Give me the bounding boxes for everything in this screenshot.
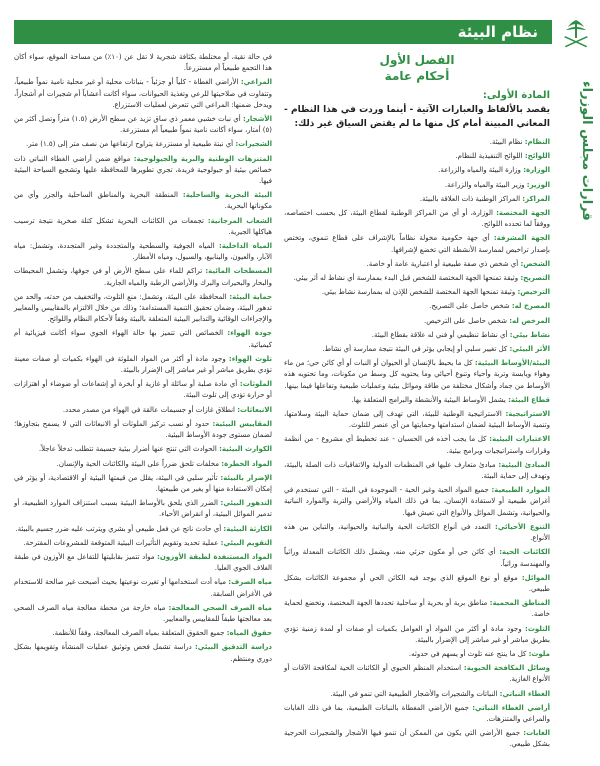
definition-item	[284, 208, 550, 230]
definition-item	[284, 689, 550, 700]
definition-item	[14, 642, 272, 664]
definition-term: جودة الهواء:	[227, 329, 272, 338]
definition-text: نظام البيئة.	[489, 138, 523, 146]
definition-item	[284, 485, 550, 519]
right-column	[284, 52, 550, 754]
definition-term: الكارثة البيئية:	[223, 524, 272, 533]
definition-text: دراسة تشمل فحص وتوثيق عمليات المنشأة وتقويمها بشكل دوري ومنتظم.	[14, 643, 272, 663]
definition-item	[284, 409, 550, 431]
definition-text: كل ما ينتج عنه تلوث أو يسهم في حدوثه.	[408, 649, 527, 658]
definition-item	[14, 498, 272, 520]
definition-item	[284, 547, 550, 569]
definition-text: انطلاق غازات أو جسيمات عالقة في الهواء من مصدر محدد.	[62, 405, 235, 414]
definition-item	[284, 703, 550, 725]
definition-term: الترخيص:	[517, 288, 550, 297]
definition-text: أي حادث ناتج عن فعل طبيعي أو بشري ويترتب عليه ضرر جسيم بالبيئة.	[15, 524, 222, 533]
definition-item	[284, 259, 550, 270]
definition-text: الأراضي الغطاة - كلياً أو جزئياً - بنباتات محلية أو غير محلية نامية نمواً طبيعياً، وتتفاوت في صلاحيتها للرعي وتغذية الحيوانات، سواء أكانت أعشاباً أم شجيرات أم أشجاراً، ويدخل ضمنها: المراعي التي تتعرض لعمليات الاستزراع.	[14, 78, 272, 109]
definition-item	[14, 405, 272, 416]
definition-term: المبادئ البيئية:	[498, 460, 550, 469]
definition-term: التنوع الأحيائي:	[495, 522, 550, 531]
definition-item	[284, 301, 550, 312]
definition-term: الاعتبارات البيئية:	[489, 435, 551, 444]
palm-swords-emblem-icon	[562, 18, 590, 48]
definition-text: يشمل الأوساط البيئية والأنشطة والبرامج المتعلقة بها.	[351, 395, 506, 404]
definition-term: الموارد الطبيعية:	[491, 486, 550, 495]
page-title: نظام البيئة	[457, 23, 538, 41]
definition-text: تراكم للماء على سطح الأرض أو في جوفها، وتشمل المحيطات والبحار والبحيرات والبرك والأراضي الرطبة والمياه الجارية.	[14, 267, 272, 287]
definition-text: جميع المواد الحية وغير الحية - الموجودة في البيئة - التي تستخدم في أغراض طبيعية أو لاستفادة الإنسان، بما في ذلك المياه والأراضي والتربة والموارد النباتية والحيوانية، وتشمل الموائل والأنواع التي تعيش فيها.	[284, 486, 550, 517]
definition-item	[14, 292, 272, 326]
definition-text: في حالة نقية، أو مختلطة بكثافة شجرية لا تقل عن (١٠٪) من مساحة الموقع، سواء أكان هذا التجمع طبيعياً أم مستزرعاً.	[14, 53, 272, 73]
definition-item	[14, 538, 272, 549]
definition-term: المقاييس البيئية:	[212, 419, 272, 428]
definition-term: وسائل المكافحة الحيوية:	[463, 664, 550, 673]
definition-item	[284, 194, 550, 205]
definition-item	[14, 328, 272, 350]
side-strip	[554, 0, 600, 766]
definition-text: وجود مادة أو أكثر من المواد الملوثة في الهواء بكميات أو صفات معينة تؤدي بطريق مباشر أو غير مباشر إلى الإضرار بالبيئة.	[14, 354, 272, 375]
definition-term: دراسة التدقيق البيئي:	[194, 643, 272, 652]
definition-text: الخصائص التي تتميز بها حالة الهواء الجوي سواء أكانت فيزيائية أم كيميائية.	[14, 329, 272, 349]
definition-term: المراعي:	[240, 78, 272, 87]
definition-term: التدهور البيئي:	[220, 499, 272, 508]
article-intro: يقصد بالألفاظ والعبارات الآتية - أينما وردت في هذا النظام - المعاني المبينة أمام كل منها ما لم يقتض السياق غير ذلك:	[284, 105, 550, 129]
definition-item	[284, 165, 550, 176]
definition-text: الضرر الذي يلحق بالأوساط البيئية بسبب استنزاف الموارد الطبيعية، أو تدمير الموائل البيئية، أو انقراض الأحياء.	[14, 499, 272, 519]
definition-item	[14, 52, 272, 74]
definition-text: وجود مادة أو أكثر من المواد أو العوامل بكميات أو صفات أو لمدة زمنية تؤدي بطريق مباشر أو غير مباشر إلى الإضرار بالبيئة.	[284, 624, 550, 644]
definition-text: المياه الجوفية والسطحية والمتجددة وغير المتجددة، وتشمل: مياه الآبار، والعيون، والينابيع، والسيول، ومياه الأمطار.	[14, 242, 272, 262]
definition-item	[14, 577, 272, 599]
definition-text: أي نبتة طبيعية أو مستزرعة يتراوح ارتفاعها من نصف متر إلى (١.٥) متر.	[26, 140, 234, 149]
definition-item	[14, 524, 272, 535]
definition-text: جميع الحقوق المتعلقة بمياه الصرف المعالجة، وفقاً للأنظمة.	[52, 629, 225, 638]
definition-item	[284, 434, 550, 456]
definition-item	[14, 139, 272, 150]
definition-term: المسطحات المائية:	[205, 267, 273, 276]
definition-item	[14, 444, 272, 455]
definition-text: مبادئ متعارف عليها في المنظمات الدولية والاتفاقيات ذات الصلة بالبيئة، وتهدف إلى حماية البيئة.	[284, 460, 550, 481]
definition-term: المياه الداخلية:	[218, 242, 272, 251]
definition-text: أي نبات خشبي معمر ذي ساق تزيد عن سطح الأرض (١.٥) متراً وتصل أكثر من (٥) أمتار، سواء أكانت نامية نمواً طبيعياً أم مستزرعة.	[14, 115, 272, 135]
definition-text: كل تغيير سلبي أو إيجابي يؤثر في البيئة نتيجة ممارسة أي نشاط.	[322, 345, 508, 354]
definition-text: تجمعات من الكائنات البحرية تشكل كتلة صخرية نتيجة ترسيب هياكلها الجيرية.	[14, 216, 272, 236]
definition-text: المحافظة على البيئة، وتشمل: منع التلوث، والتخفيف من حدته، والحد من تدهور البيئة، وضمان تحقيق التنمية المستدامة؛ وذلك من خلال الالتزام بالمقاييس والمعايير والإجراءات الوقائية والتدابير البيئية المتعلقة بالبيئة وفقاً لأحكام النظام واللوائح.	[14, 292, 272, 324]
definition-term: التقويم البيئي:	[220, 538, 272, 547]
chapter-subtitle: أحكام عامة	[384, 69, 450, 83]
definition-item	[14, 379, 272, 401]
definition-term: التلوث:	[525, 624, 550, 633]
definition-text: المنطقة البحرية والمناطق الساحلية والجزر وأي من مكوناتها البحرية.	[14, 191, 272, 211]
definition-term: المواد المستنفدة لطبقة الأوزون:	[157, 552, 273, 561]
definition-term: البيئة البحرية والساحلية:	[182, 191, 272, 200]
definition-item	[284, 522, 550, 544]
definition-term: حقوق المياه:	[226, 629, 272, 638]
header-band	[14, 20, 552, 44]
definition-text: مواقع ضمن أراضي الغطاء النباتي ذات خصائص بيئية أو جيولوجية فريدة، تجري تطويرها للمحافظة عليها وتشجيع السياحة البيئية فيها.	[14, 154, 272, 186]
definition-item	[14, 473, 272, 495]
definition-text: تأثير سلبي في البيئة، يقلل من قيمتها البيئية أو الاقتصادية، أو يؤثر في إمكان الاستفادة منها أو يغير من طبيعتها.	[14, 473, 272, 493]
definition-term: الجهة المشرفة:	[493, 234, 551, 243]
definition-text: الحوادث التي تنتج عنها أضرار بيئية جسيمة تتطلب تدخلاً عاجلاً.	[38, 445, 217, 454]
definition-text: الاستراتيجية الوطنية للبيئة، التي تهدف إلى ضمان حماية البيئة وسلامتها، وتنمية الأوساط البيئية لضمان استدامتها وحمايتها من أي عنصر للتلوث.	[284, 410, 550, 430]
definition-term: البيئة/الأوساط البيئية:	[474, 359, 550, 368]
definition-text: وثيقة تمنحها الجهة المختصة للشخص قبل البدء بممارسة أي نشاط له أثر بيئي.	[293, 274, 519, 283]
definition-text: أي جهة حكومية مخولة نظاماً بالإشراف على قطاع تنموي، وتختص بإصدار تراخيص لممارسة الأنشطة التي تخضع لإشرافها.	[284, 234, 550, 254]
definition-text: موقع أو نوع الموقع الذي يوجد فيه الكائن الحي أو مجموعة الكائنات بشكل طبيعي.	[284, 573, 550, 593]
definition-item	[284, 573, 550, 595]
definition-item	[14, 216, 272, 238]
definition-text: مياه خارجة من محطة معالجة مياه الصرف الصحي بعد معالجتها طبقاً للمقاييس والمعايير.	[14, 603, 272, 623]
definition-text: أي مادة صلبة أو سائلة أو غازية أو أبخرة أو إشعاعات أو ضوضاء أو اهتزازات أو حرارة تؤدي إلى تلوث البيئة.	[14, 380, 272, 400]
definition-term: الوزير:	[526, 180, 550, 189]
definition-text: مخلفات تلحق ضرراً على البيئة والكائنات الحية والإنسان.	[56, 459, 220, 468]
definition-text: كل ما يجب أخذه في الحسبان - عند تخطيط أي مشروع - من أنظمة وقرارات واستراتيجيات وبرامج بيئية.	[284, 435, 550, 455]
definition-text: شخص حاصل على الترخيص.	[424, 316, 507, 325]
definition-item	[284, 287, 550, 298]
definition-term: المراكز:	[522, 194, 550, 203]
definition-text: الوزارة، أو أي من المراكز الوطنية لقطاع البيئة، كل بحسب اختصاصه، ووفقاً لما تحدده اللوائح.	[284, 209, 550, 229]
definition-text: مواد تتميز بقابليتها للتفاعل مع الأوزون في طبقة الغلاف الجوي العليا.	[14, 552, 272, 573]
definition-item	[14, 552, 272, 574]
definition-text: مياه أدت استخدامها أو تغيرت نوعيتها بحيث أصبحت غير صالحة للاستخدام في الأغراض السابقة.	[14, 578, 272, 598]
definition-text: اللوائح التنفيذية للنظام.	[455, 152, 523, 161]
definition-term: الاستراتيجية:	[505, 410, 550, 419]
definition-text: النباتات والشجيرات والأشجار الطبيعية التي تنمو في البيئة.	[330, 689, 498, 698]
definition-item	[14, 459, 272, 470]
definitions-list-right	[284, 137, 550, 751]
definition-item	[284, 180, 550, 191]
definition-text: وثيقة تمنحها الجهة المختصة للشخص للإذن له بممارسة نشاط بيئي.	[321, 288, 516, 297]
definition-text: المراكز الوطنية ذات العلاقة بالبيئة.	[419, 194, 521, 203]
left-column	[14, 52, 272, 668]
definition-term: تلوث الهواء:	[228, 354, 272, 363]
definition-term: النظام:	[524, 138, 550, 146]
definition-text: مناطق برية أو بحرية أو ساحلية تحددها الجهة المختصة، وتخضع لحماية خاصة.	[284, 599, 550, 619]
definition-term: مياه الصرف:	[228, 578, 272, 587]
definition-term: المصرح له:	[511, 302, 550, 311]
definition-item	[284, 395, 550, 406]
definition-term: قطاع البيئة:	[508, 395, 550, 404]
definition-item	[284, 316, 550, 327]
article-label: المادة الأولى:	[482, 90, 550, 101]
definition-item	[284, 151, 550, 162]
definition-item	[14, 241, 272, 263]
definition-term: المناطق المحمية:	[489, 599, 550, 608]
definition-term: الكائنات الحية:	[499, 548, 550, 557]
definition-item	[14, 419, 272, 441]
definition-term: حماية البيئة:	[229, 292, 272, 301]
definition-term: الغابات:	[523, 729, 550, 738]
definition-text: أي شخص ذي صفة طبيعية أو اعتبارية عامة أو خاصة.	[366, 259, 519, 268]
definition-text: جميع الأراضي التي يكون من الممكن أن تنمو فيها الأشجار والشجيرات الحرجية بشكل طبيعي.	[284, 729, 550, 749]
definition-item	[14, 77, 272, 111]
definition-term: المرخص له:	[509, 316, 550, 325]
definition-item	[284, 137, 550, 148]
definition-item	[284, 330, 550, 341]
definition-item	[14, 114, 272, 136]
definition-text: عملية تحديد وتقويم التأثيرات البيئية المتوقعة للمشروعات المقترحة.	[23, 538, 219, 547]
definition-item	[14, 266, 272, 288]
definition-term: الانبعاثات:	[237, 405, 272, 414]
definition-text: شخص حاصل على التصريح.	[429, 302, 510, 311]
definition-term: التصريح:	[520, 274, 550, 283]
definition-item	[284, 728, 550, 750]
definition-text: جميع الأراضي المغطاة بالنباتات الطبيعية، بما في ذلك الغابات والمراعي والمتنزهات.	[284, 703, 550, 723]
definition-item	[14, 628, 272, 639]
definition-item	[284, 663, 550, 685]
definition-text: وزير البيئة والمياه والزراعة.	[444, 180, 525, 189]
definition-term: أراضي الغطاء النباتي:	[472, 703, 550, 712]
definition-term: الجهة المختصة:	[496, 209, 550, 218]
chapter-label: الفصل الأول	[379, 53, 455, 67]
definition-item	[284, 233, 550, 255]
definition-item	[284, 273, 550, 284]
definition-item	[284, 358, 550, 392]
definition-term: الغطاء النباتي:	[499, 689, 550, 698]
definition-item	[14, 190, 272, 212]
definition-term: الإضرار بالبيئة:	[220, 473, 272, 482]
vertical-section-title: قرارات مجلس الوزراء	[579, 81, 594, 221]
definition-item	[284, 624, 550, 646]
definition-term: الموائل:	[521, 573, 550, 582]
definition-term: الشخص:	[520, 259, 550, 268]
definition-item	[284, 649, 550, 660]
definition-term: الشعاب المرجانية:	[207, 216, 272, 225]
definition-term: الشجيرات:	[235, 140, 272, 149]
definition-term: الأثر البيئي:	[509, 345, 550, 354]
definition-term: المتنزهات الوطنية والبرية والجيولوجية:	[133, 154, 272, 163]
definition-term: الكوارث البيئية:	[219, 445, 272, 454]
definition-text: حدود أو نسب تركيز الملوثات أو الانبعاثات التي لا يسمح بتجاوزها؛ لضمان مستوى جودة الأوساط البيئية.	[14, 419, 272, 440]
definition-term: الوزارة:	[523, 166, 550, 175]
definition-term: نشاط بيئي:	[509, 330, 550, 339]
definition-term: الملوثات:	[239, 380, 272, 389]
definition-term: المواد الخطرة:	[221, 459, 272, 468]
definition-item	[284, 460, 550, 482]
definition-item	[284, 598, 550, 620]
definition-text: التعدد في أنواع الكائنات الحية والنباتية والحيوانية، والتباين بين هذه الأنواع.	[284, 522, 550, 543]
definitions-list-left	[14, 52, 272, 665]
definition-text: وزارة البيئة والمياه والزراعة.	[438, 166, 521, 175]
definition-term: مياه الصرف الصحي المعالجة:	[168, 603, 273, 612]
definition-text: استخدام المنظم الحيوي أو الكائنات الحية لمكافحة الآفات أو الأنواع الغازية.	[284, 664, 550, 684]
definition-text: أي كائن حي أو مكون جزئي منه، ويشمل ذلك الكائنات المعدلة وراثياً والمهندسة وراثياً.	[284, 548, 550, 568]
definition-item	[14, 154, 272, 188]
definition-text: كل ما يحيط بالإنسان أو الحيوان أو النبات أو أي كائن حي؛ من ماء وهواء ويابسة وتربة وأحياء وتنوع أحيائي وما يحتويه كل وسط من مكونات، وما تحتويه هذه الأوساط من جماد وأشكال مختلفة من طاقة وموائل بيئية وعمليات طبيعية وتفاعلها فيما بينها.	[284, 359, 550, 390]
definition-item	[284, 344, 550, 355]
definition-item	[14, 603, 272, 625]
definition-item	[14, 354, 272, 376]
definition-term: الأشجار:	[242, 115, 272, 124]
definition-term: اللوائح:	[524, 152, 550, 161]
definition-term: ملوث:	[528, 649, 550, 658]
definition-text: أي نشاط تنظيمي أو فني له علاقة بقطاع البيئة.	[371, 330, 508, 339]
